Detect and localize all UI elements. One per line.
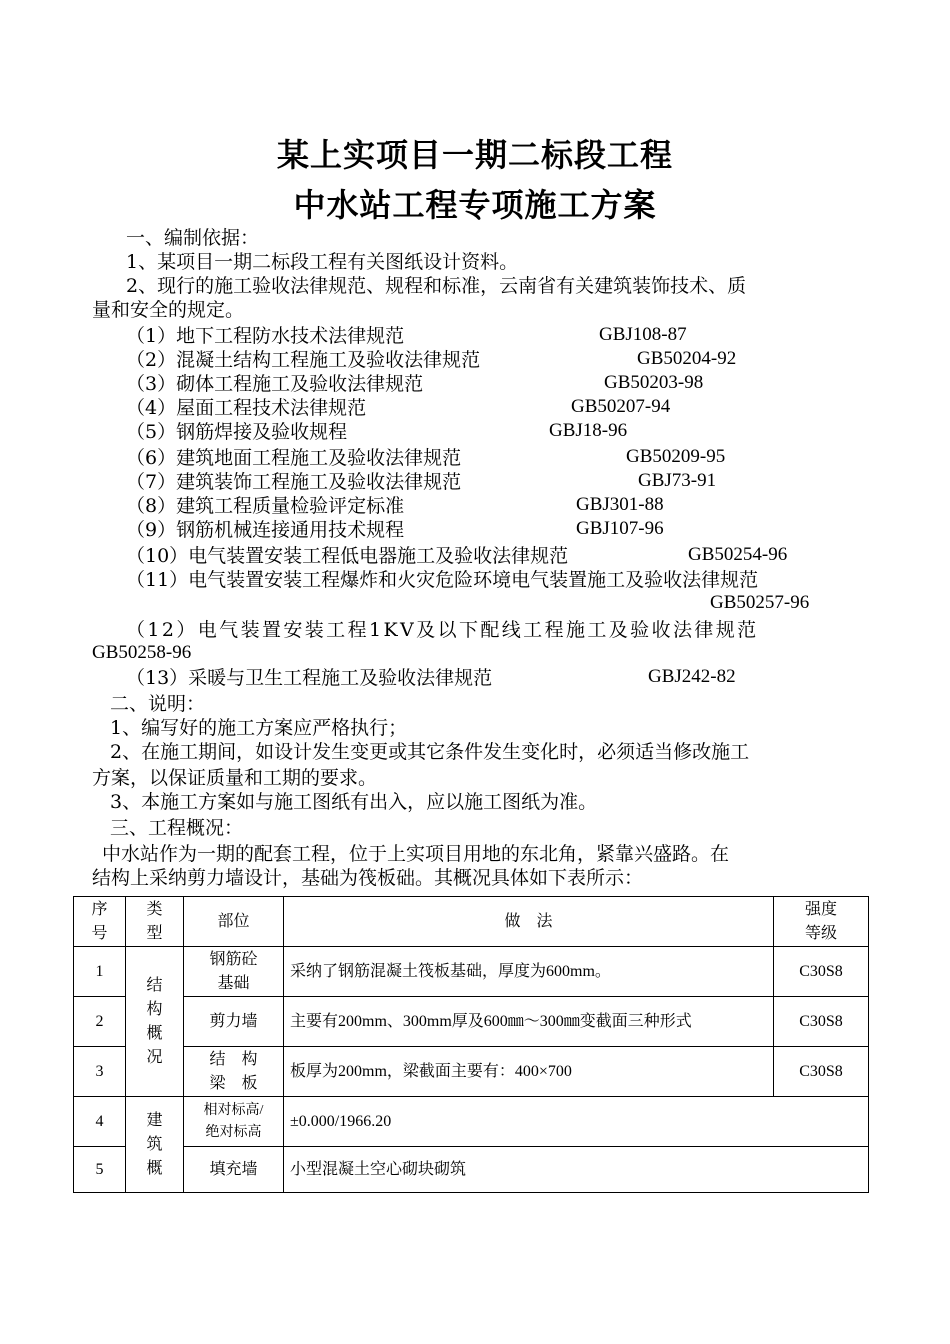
code-value-13: GBJ242-82 [648, 666, 736, 687]
row-part: 结 构 梁 板 [184, 1047, 284, 1097]
row-method: 采纳了钢筋混凝土筏板基础，厚度为600mm。 [284, 947, 774, 997]
code-name-13: （13）采暖与卫生工程施工及验收法律规范 [126, 667, 493, 689]
row-seq: 4 [74, 1097, 126, 1147]
code-value-10: GB50254-96 [688, 544, 788, 565]
code-name-7: （7）建筑装饰工程施工及验收法律规范 [126, 471, 462, 493]
header-type: 类 型 [126, 897, 184, 947]
section2-item2-line1: 2、在施工期间，如设计发生变更或其它条件发生变化时，必须适当修改施工 [110, 741, 750, 763]
section3-heading: 三、工程概况： [110, 817, 244, 839]
table-header-row [74, 897, 869, 947]
code-name-11: （11）电气装置安装工程爆炸和火灾危险环境电气装置施工及验收法律规范 [126, 569, 759, 591]
table-row [74, 947, 869, 997]
code-name-12: （12）电气装置安装工程1KV及以下配线工程施工及验收法律规范 [126, 619, 759, 641]
row-grade: C30S8 [774, 947, 869, 997]
row-part: 填充墙 [184, 1147, 284, 1193]
row-seq: 3 [74, 1047, 126, 1097]
row-part: 相对标高/ 绝对标高 [184, 1097, 284, 1147]
overview-table [73, 896, 869, 1193]
row-method: 小型混凝土空心砌块砌筑 [284, 1147, 869, 1193]
section2-item2-line2: 方案，以保证质量和工期的要求。 [92, 767, 378, 789]
header-part: 部位 [184, 897, 284, 947]
section3-para-line1: 中水站作为一期的配套工程，位于上实项目用地的东北角，紧靠兴盛路。在 [102, 843, 730, 865]
header-grade: 强度 等级 [774, 897, 869, 947]
section1-heading: 一、编制依据： [126, 227, 260, 249]
row-method: 板厚为200mm，梁截面主要有：400×700 [284, 1047, 774, 1097]
code-name-10: （10）电气装置安装工程低电器施工及验收法律规范 [126, 545, 569, 567]
code-value-7: GBJ73-91 [638, 470, 717, 491]
code-name-9: （9）钢筋机械连接通用技术规程 [126, 519, 405, 541]
section1-item1: 1、某项目一期二标段工程有关图纸设计资料。 [126, 251, 519, 273]
group-structure-label: 结 构 概 况 [126, 947, 184, 1097]
row-method: 主要有200mm、300mm厚及600㎜～300㎜变截面三种形式 [284, 997, 774, 1047]
table-row [74, 997, 869, 1047]
row-part: 剪力墙 [184, 997, 284, 1047]
document-title-line1: 某上实项目一期二标段工程 [276, 136, 673, 174]
row-grade: C30S8 [774, 997, 869, 1047]
section2-heading: 二、说明： [110, 693, 206, 715]
code-value-12: GB50258-96 [92, 642, 192, 663]
code-value-11: GB50257-96 [710, 592, 810, 613]
code-value-1: GBJ108-87 [599, 324, 687, 345]
code-name-2: （2）混凝土结构工程施工及验收法律规范 [126, 349, 481, 371]
code-value-5: GBJ18-96 [549, 420, 628, 441]
code-name-3: （3）砌体工程施工及验收法律规范 [126, 373, 424, 395]
code-value-3: GB50203-98 [604, 372, 704, 393]
code-name-6: （6）建筑地面工程施工及验收法律规范 [126, 447, 462, 469]
document-title-line2: 中水站工程专项施工方案 [293, 186, 657, 224]
section2-item1: 1、编写好的施工方案应严格执行； [110, 717, 408, 739]
table-row [74, 1147, 869, 1193]
row-seq: 5 [74, 1147, 126, 1193]
header-seq: 序 号 [74, 897, 126, 947]
code-name-1: （1）地下工程防水技术法律规范 [126, 325, 405, 347]
section1-item2-line2: 量和安全的规定。 [92, 299, 245, 321]
section1-item2-line1: 2、现行的施工验收法律规范、规程和标准，云南省有关建筑装饰技术、质 [126, 275, 747, 297]
code-name-8: （8）建筑工程质量检验评定标准 [126, 495, 405, 517]
code-value-6: GB50209-95 [626, 446, 726, 467]
table-row [74, 1097, 869, 1147]
code-value-4: GB50207-94 [571, 396, 671, 417]
code-value-2: GB50204-92 [637, 348, 737, 369]
row-seq: 1 [74, 947, 126, 997]
row-part: 钢筋砼 基础 [184, 947, 284, 997]
code-name-5: （5）钢筋焊接及验收规程 [126, 421, 348, 443]
section2-item3: 3、本施工方案如与施工图纸有出入，应以施工图纸为准。 [110, 791, 598, 813]
table-row [74, 1047, 869, 1097]
row-method: ±0.000/1966.20 [284, 1097, 869, 1147]
code-value-9: GBJ107-96 [576, 518, 664, 539]
group-architecture-label: 建 筑 概 [126, 1097, 184, 1193]
row-grade: C30S8 [774, 1047, 869, 1097]
code-name-4: （4）屋面工程技术法律规范 [126, 397, 367, 419]
section3-para-line2: 结构上采纳剪力墙设计，基础为筏板础。其概况具体如下表所示： [92, 867, 644, 889]
header-method: 做 法 [284, 897, 774, 947]
code-value-8: GBJ301-88 [576, 494, 664, 515]
row-seq: 2 [74, 997, 126, 1047]
